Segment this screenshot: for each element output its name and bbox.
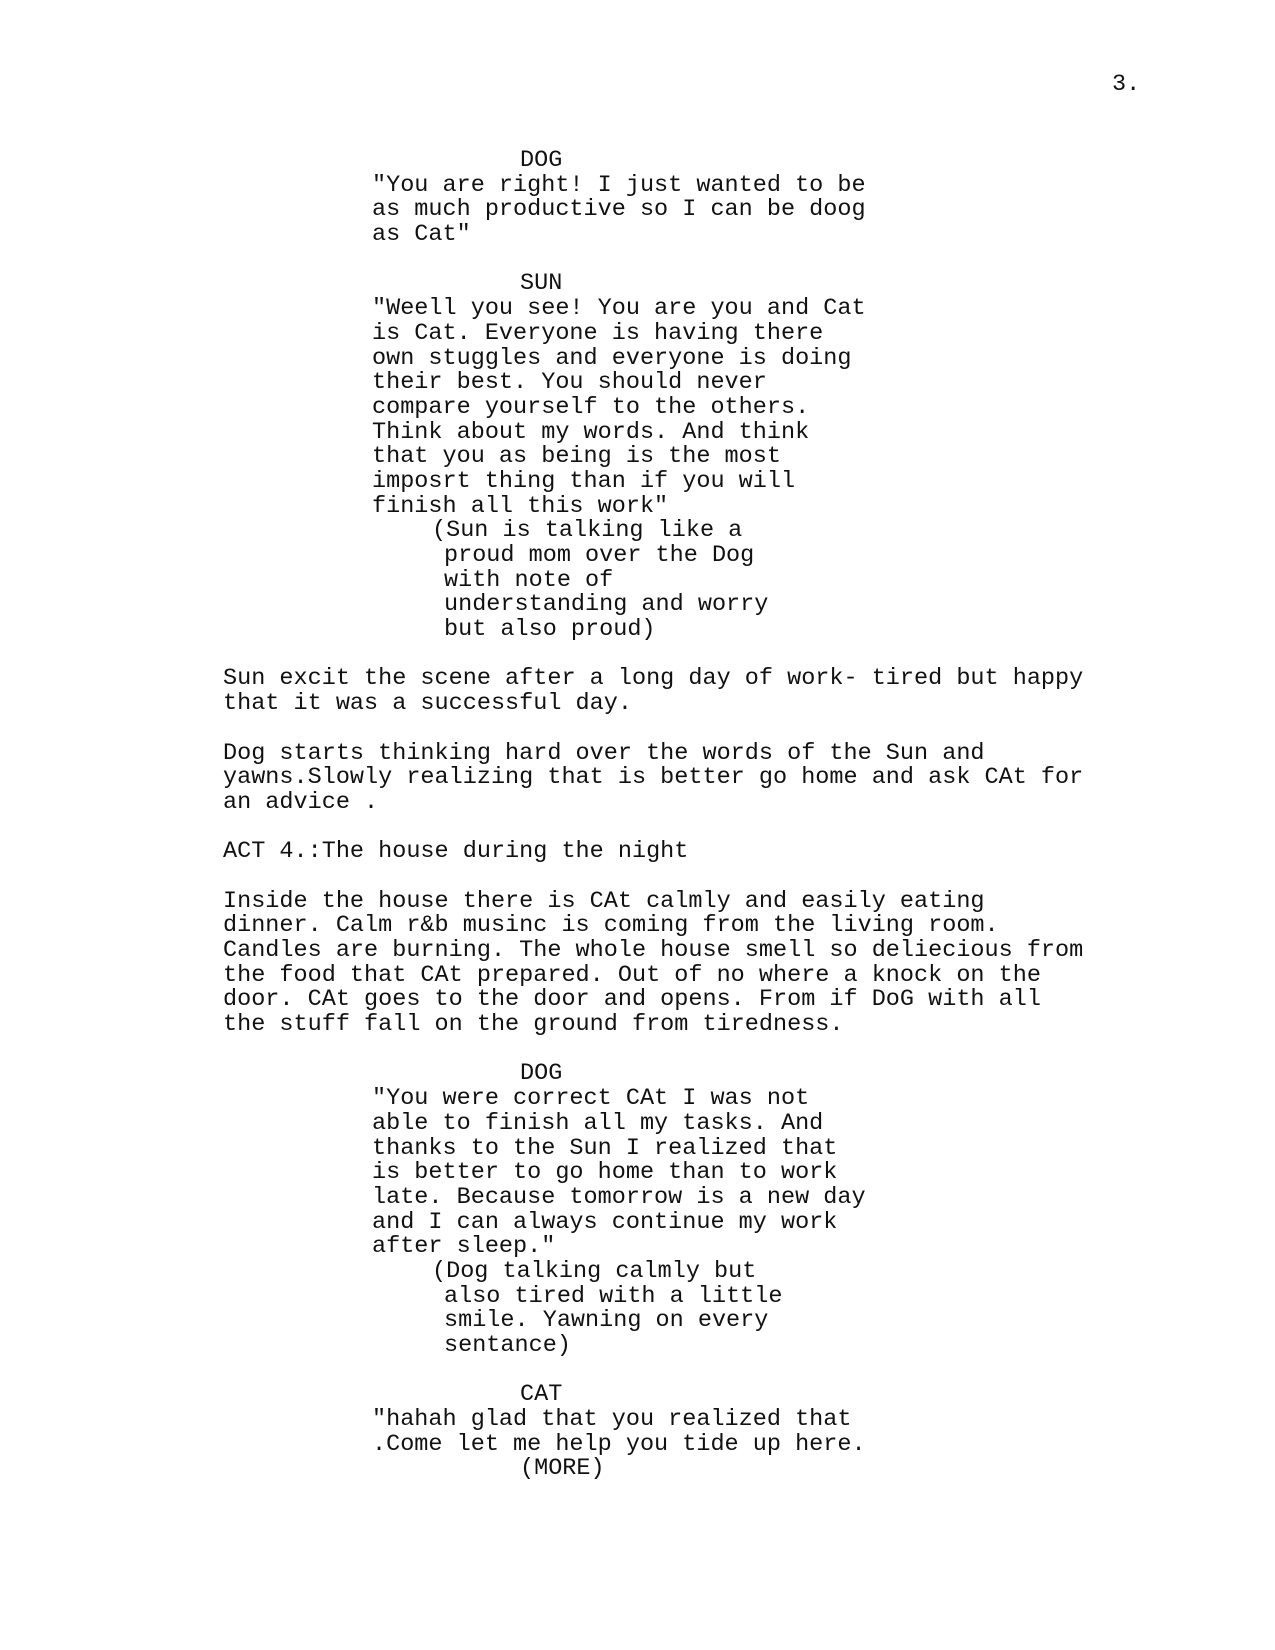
- action-line: an advice .: [223, 788, 379, 816]
- action-line: the stuff fall on the ground from tiredness.: [223, 1011, 844, 1039]
- parenthetical-line: (Sun is talking like a: [432, 517, 743, 545]
- action-line: that it was a successful day.: [223, 690, 632, 718]
- dialogue-line: thanks to the Sun I realized that: [372, 1134, 838, 1162]
- parenthetical-line: but also proud): [444, 616, 656, 644]
- parenthetical-line: smile. Yawning on every: [444, 1307, 769, 1335]
- dialogue-line: finish all this work": [372, 492, 669, 520]
- dialogue-line: and I can always continue my work: [372, 1208, 838, 1236]
- screenplay-page: [0, 149, 1275, 1482]
- dialogue-line: late. Because tomorrow is a new day: [372, 1183, 866, 1211]
- dialogue-line: as much productive so I can be doog: [372, 196, 866, 224]
- dialogue-line: imposrt thing than if you will: [372, 467, 796, 495]
- dialogue-line: their best. You should never: [372, 369, 767, 397]
- character-name: CAT: [520, 1381, 563, 1409]
- dialogue-line: as Cat": [372, 221, 471, 249]
- parenthetical-line: proud mom over the Dog: [444, 542, 755, 569]
- parenthetical-line: also tired with a little: [444, 1282, 783, 1310]
- parenthetical-line: (Dog talking calmly but: [432, 1257, 757, 1285]
- action-line: the food that CAt prepared. Out of no where a knock on the: [223, 961, 1041, 989]
- character-name: DOG: [520, 1060, 563, 1088]
- dialogue-line: after sleep.": [372, 1233, 556, 1261]
- character-name: DOG: [520, 147, 563, 174]
- dialogue-line: is Cat. Everyone is having there: [372, 319, 824, 347]
- action-line: Inside the house there is CAt calmly and easily eating: [223, 887, 985, 915]
- action-line: Candles are burning. The whole house smell so deliecious from: [223, 937, 1084, 964]
- dialogue-line: is better to go home than to work: [372, 1159, 838, 1187]
- action-line: yawns.Slowly realizing that is better go home and ask CAt for: [223, 764, 1084, 792]
- dialogue-line: "Weell you see! You are you and Cat: [372, 295, 866, 323]
- character-name: SUN: [520, 270, 563, 298]
- page-number: 3.: [1112, 71, 1141, 98]
- dialogue-line: "You are right! I just wanted to be: [372, 171, 866, 199]
- dialogue-line: "You were correct CAt I was not: [372, 1085, 810, 1113]
- parenthetical-line: sentance): [444, 1332, 571, 1359]
- action-line: Dog starts thinking hard over the words of the Sun and: [223, 739, 985, 767]
- action-line: Sun excit the scene after a long day of work- tired but happy: [223, 665, 1084, 693]
- more-marker: (MORE): [520, 1455, 605, 1483]
- dialogue-line: .Come let me help you tide up here.: [372, 1430, 866, 1458]
- scene-heading: ACT 4.:The house during the night: [223, 838, 689, 866]
- parenthetical-line: with note of: [444, 566, 614, 594]
- dialogue-line: Think about my words. And think: [372, 418, 810, 446]
- dialogue-line: able to finish all my tasks. And: [372, 1109, 824, 1137]
- dialogue-line: that you as being is the most: [372, 443, 781, 471]
- dialogue-line: "hahah glad that you realized that: [372, 1406, 852, 1434]
- parenthetical-line: understanding and worry: [444, 591, 769, 619]
- dialogue-line: compare yourself to the others.: [372, 393, 810, 421]
- action-line: dinner. Calm r&b musinc is coming from the living room.: [223, 912, 999, 940]
- action-line: door. CAt goes to the door and opens. From if DoG with all: [223, 986, 1041, 1014]
- dialogue-line: own stuggles and everyone is doing: [372, 344, 852, 372]
